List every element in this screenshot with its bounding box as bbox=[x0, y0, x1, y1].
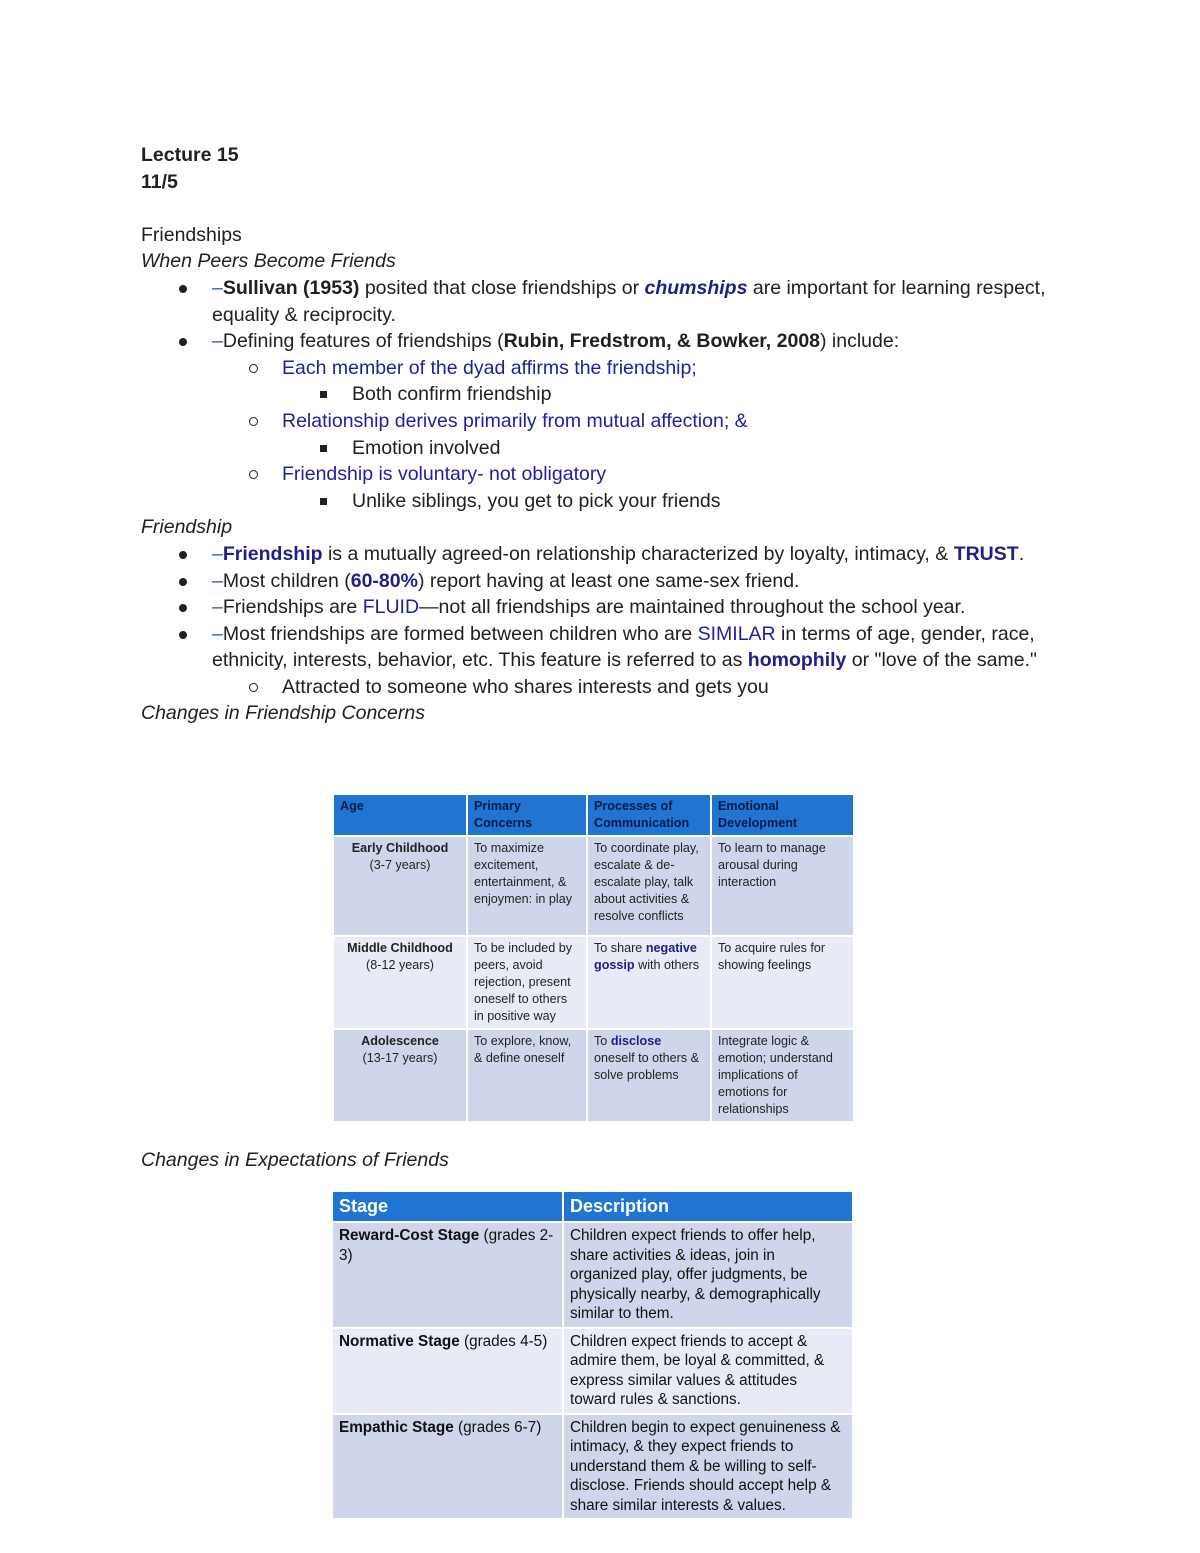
table-row bbox=[333, 1328, 853, 1414]
table-cell: To maximize excitement, entertainment, & enjoymen: in play bbox=[467, 836, 587, 936]
table-cell: Early Childhood (3-7 years) bbox=[334, 836, 467, 936]
table-cell: Children expect friends to accept & admire them, be loyal & committed, & express similar values & attitudes toward rules & sanctions. bbox=[563, 1328, 853, 1414]
list-item: Unlike siblings, you get to pick your friends bbox=[141, 488, 1061, 515]
table-header: Description bbox=[563, 1192, 853, 1222]
table-cell: Empathic Stage (grades 6-7) bbox=[333, 1414, 563, 1519]
friendship-concerns-table bbox=[334, 795, 855, 1121]
table-cell: To explore, know, & define oneself bbox=[467, 1029, 587, 1121]
list-item: Attracted to someone who shares interests and gets you bbox=[141, 674, 1061, 701]
list-item: Emotion involved bbox=[141, 435, 1061, 462]
table-header: Processes of Communication bbox=[587, 795, 711, 836]
section-subtitle: Changes in Expectations of Friends bbox=[141, 1149, 449, 1171]
list-item: Both confirm friendship bbox=[141, 381, 1061, 408]
table-header: Primary Concerns bbox=[467, 795, 587, 836]
table-header: Age bbox=[334, 795, 467, 836]
table-cell: To share negative gossip with others bbox=[587, 936, 711, 1029]
table-cell: Children expect friends to offer help, share activities & ideas, join in organized play, offer judgments, be physically nearby, & demographically similar to them. bbox=[563, 1222, 853, 1328]
lecture-date: 11/5 bbox=[141, 170, 178, 193]
list-item: –Most friendships are formed between children who are SIMILAR in terms of age, gender, race, ethnicity, interests, behavior, etc. This feature is referred to as homophily or "love of the same." bbox=[141, 621, 1061, 674]
table-cell: Middle Childhood (8-12 years) bbox=[334, 936, 467, 1029]
table-header: Emotional Development bbox=[711, 795, 854, 836]
list-item: Relationship derives primarily from mutual affection; & bbox=[141, 408, 1061, 435]
table-cell: Integrate logic & emotion; understand implications of emotions for relationships bbox=[711, 1029, 854, 1121]
table-row bbox=[333, 1414, 853, 1519]
list-item: Each member of the dyad affirms the friendship; bbox=[141, 355, 1061, 382]
table-cell: Children begin to expect genuineness & intimacy, & they expect friends to understand them & be willing to self-disclose. Friends should accept help & share similar interests & values. bbox=[563, 1414, 853, 1519]
table-cell: To coordinate play, escalate & de-escalate play, talk about activities & resolve conflicts bbox=[587, 836, 711, 936]
list-item: Friendship is voluntary- not obligatory bbox=[141, 461, 1061, 488]
friend-expectations-table bbox=[333, 1192, 854, 1518]
section-title: Friendships bbox=[141, 223, 242, 246]
table-cell: Adolescence (13-17 years) bbox=[334, 1029, 467, 1121]
bullet-list bbox=[141, 541, 1061, 701]
bullet-list bbox=[141, 275, 1061, 514]
table-cell: To be included by peers, avoid rejection, present oneself to others in positive way bbox=[467, 936, 587, 1029]
table-cell: To disclose oneself to others & solve problems bbox=[587, 1029, 711, 1121]
list-item: –Sullivan (1953) posited that close friendships or chumships are important for learning respect, equality & reciprocity. bbox=[141, 275, 1061, 328]
list-item: –Friendship is a mutually agreed-on relationship characterized by loyalty, intimacy, & TRUST. bbox=[141, 541, 1061, 568]
list-item: –Most children (60-80%) report having at least one same-sex friend. bbox=[141, 568, 1061, 595]
table-cell: To learn to manage arousal during interaction bbox=[711, 836, 854, 936]
list-item: –Defining features of friendships (Rubin, Fredstrom, & Bowker, 2008) include: bbox=[141, 328, 1061, 355]
table-header: Stage bbox=[333, 1192, 563, 1222]
lecture-title: Lecture 15 bbox=[141, 144, 239, 166]
table-cell: Reward-Cost Stage (grades 2-3) bbox=[333, 1222, 563, 1328]
table-row bbox=[334, 1029, 854, 1121]
table-row bbox=[334, 936, 854, 1029]
table-cell: Normative Stage (grades 4-5) bbox=[333, 1328, 563, 1414]
table-row bbox=[333, 1222, 853, 1328]
lecture-notes bbox=[141, 142, 1061, 727]
table-cell: To acquire rules for showing feelings bbox=[711, 936, 854, 1029]
section-subtitle: Friendship bbox=[141, 516, 233, 539]
table-row bbox=[334, 836, 854, 936]
section-subtitle: Changes in Friendship Concerns bbox=[141, 702, 425, 725]
list-item: –Friendships are FLUID—not all friendships are maintained throughout the school year. bbox=[141, 594, 1061, 621]
section-subtitle: When Peers Become Friends bbox=[141, 250, 396, 273]
